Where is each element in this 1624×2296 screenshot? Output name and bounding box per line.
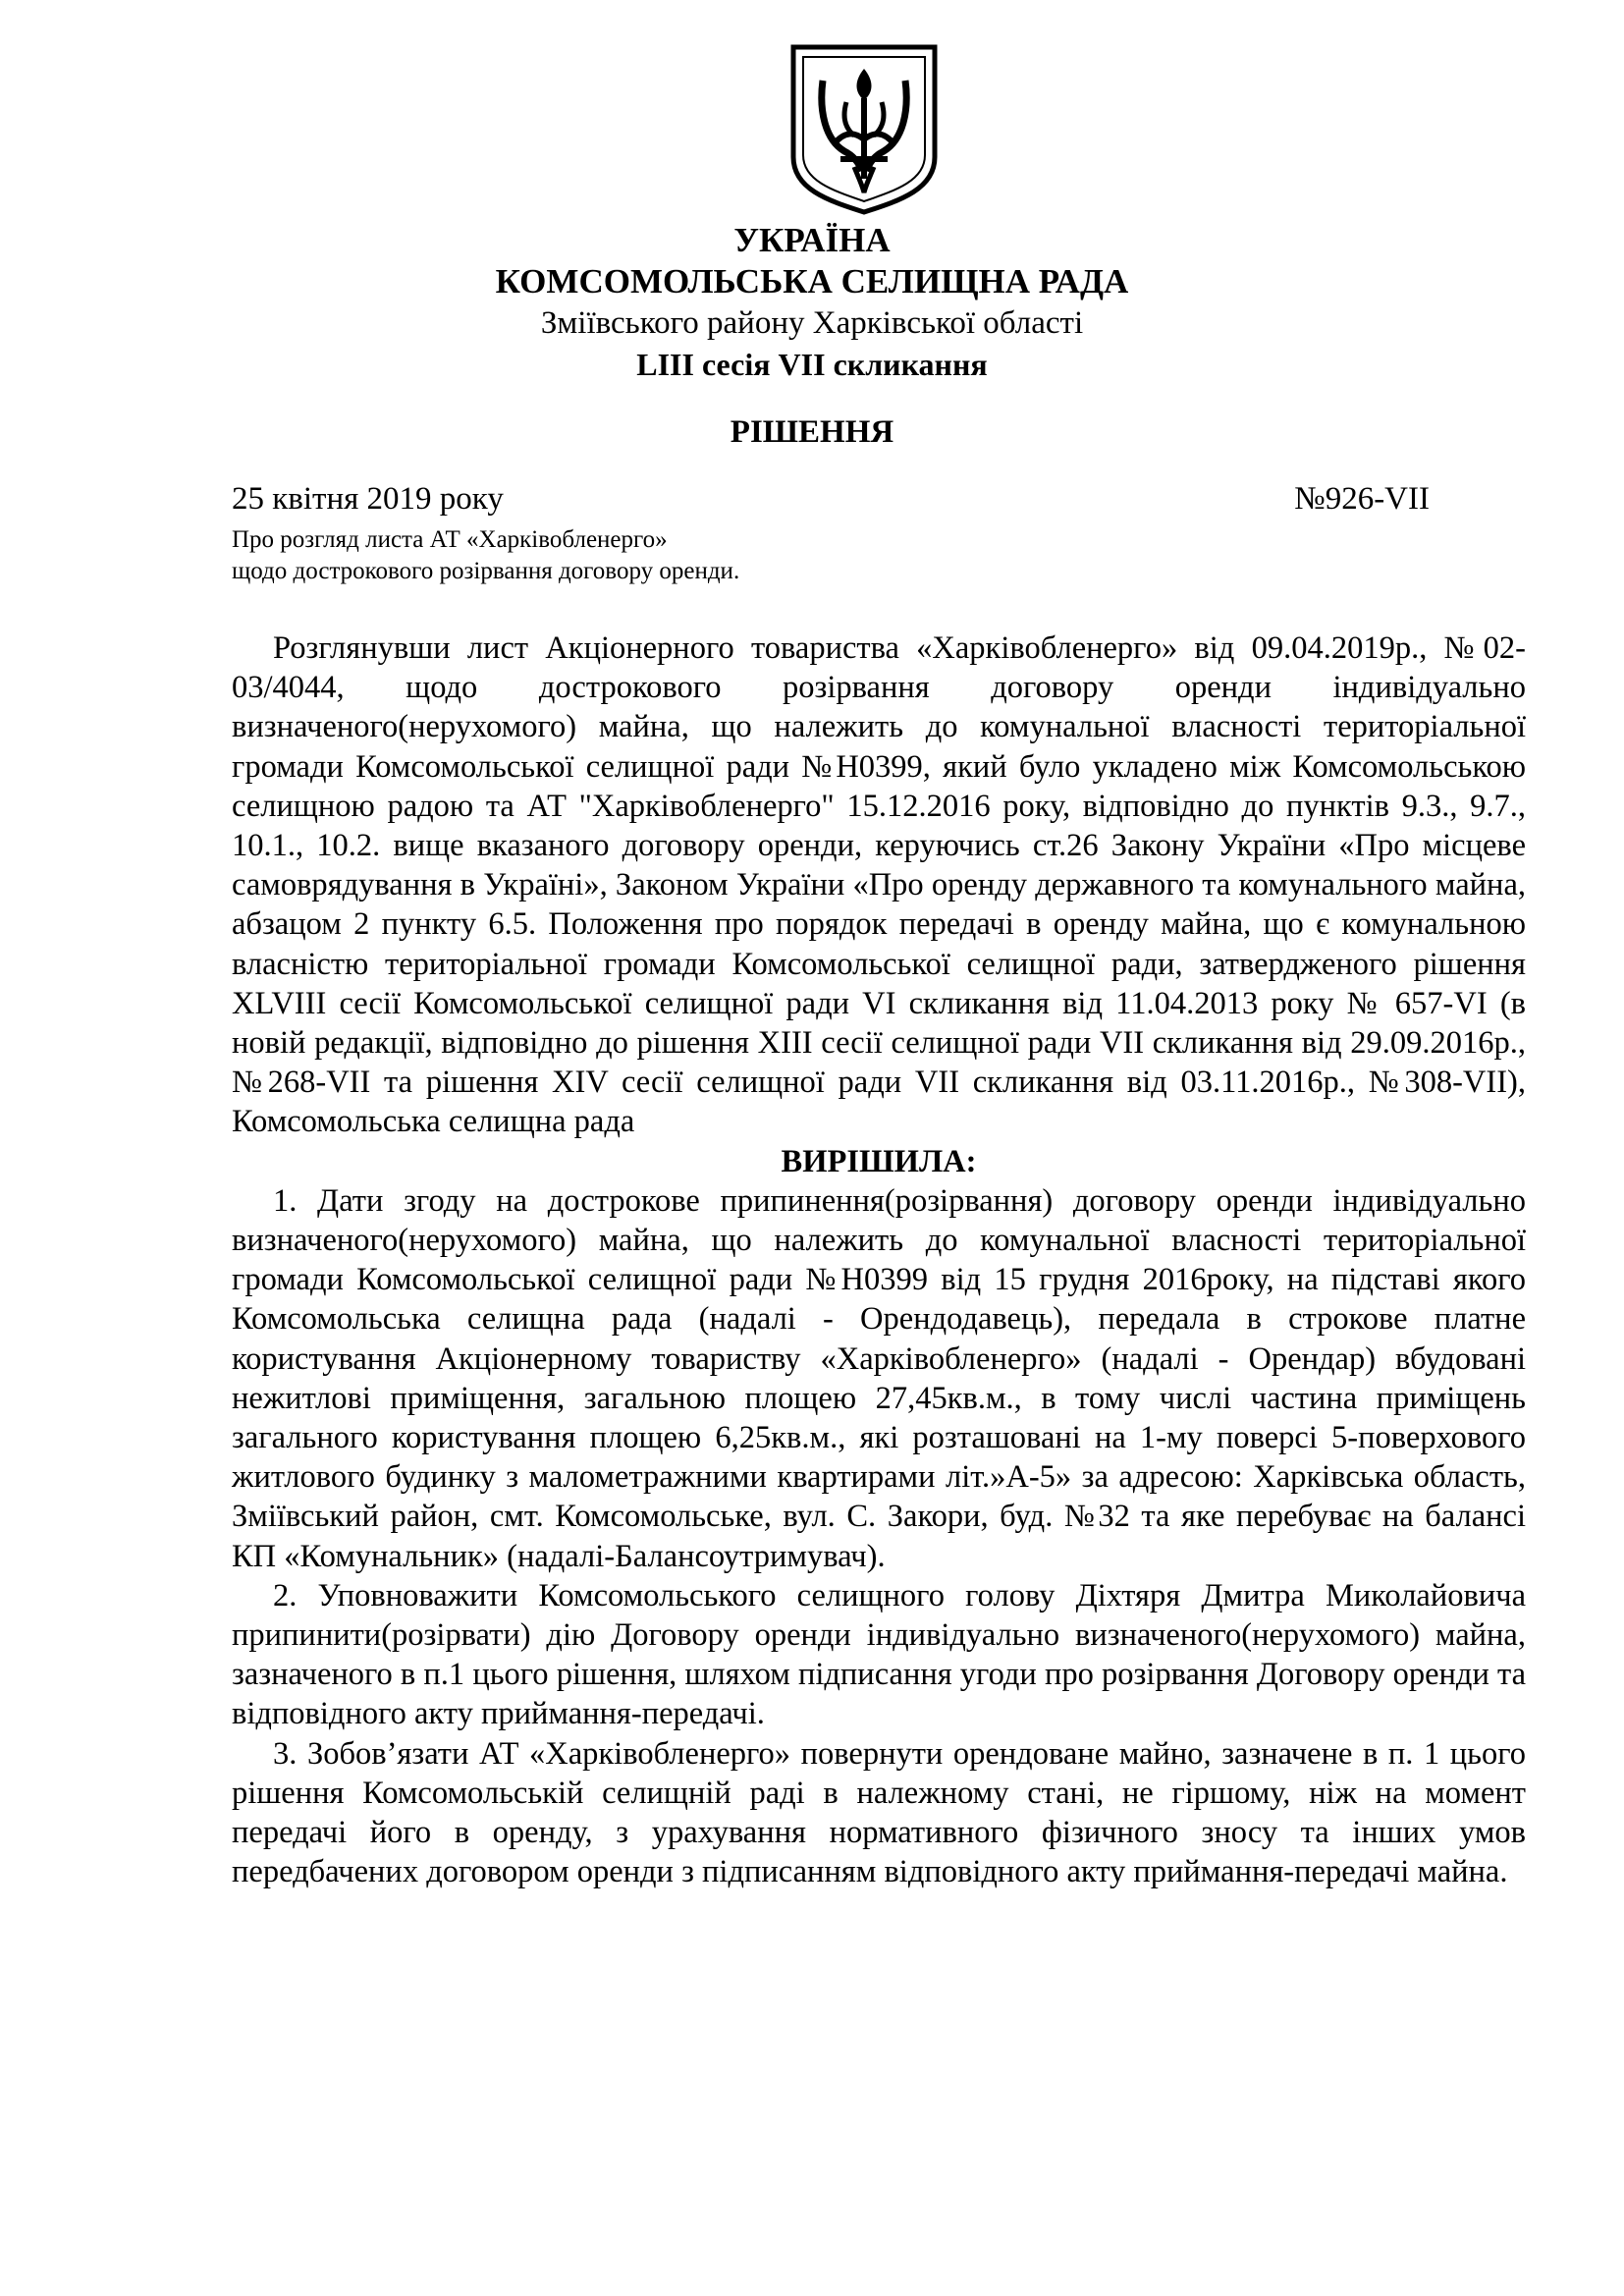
resolution-item-3: 3. Зобов’язати АТ «Харківобленерго» повернути орендоване майно, зазначене в п. 1 цього рішення Комсомольській селищній раді в належному стані, не гіршому, ніж на момент передачі його в оренду, з урахування нормативного фізичного зносу та інших умов передбачених договором оренди з підписанням відповідного акту приймання-передачі майна. <box>232 1735 1526 1890</box>
council-heading: КОМСОМОЛЬСЬКА СЕЛИЩНА РАДА <box>495 262 1129 301</box>
decision-title: РІШЕННЯ <box>730 414 894 450</box>
district-subheading: Зміївського району Харківської області <box>540 305 1084 341</box>
decision-number: №926-VII <box>1294 481 1430 517</box>
decision-body <box>232 629 1526 1892</box>
session-heading: LIII сесія VII скликання <box>636 347 988 382</box>
country-heading: УКРАЇНА <box>733 221 891 259</box>
decision-date: 25 квітня 2019 року <box>232 481 504 517</box>
subject-line-2: щодо дострокового розірвання договору оренди. <box>232 558 740 584</box>
subject-line-1: Про розгляд листа АТ «Харківобленерго» <box>232 526 668 553</box>
resolution-item-1: 1. Дати згоду на дострокове припинення(розірвання) договору оренди індивідуально визначеного(нерухомого) майна, що належить до комунальної власності територіальної громади Комсомольської селищної ради №Н0399 від 15 грудня 2016року, на підставі якого Комсомольська селищна рада (надалі - Орендодавець), передала в строкове платне користування Акціонерному товариству «Харківобленерго» (надалі - Орендар) вбудовані нежитлові приміщення, загальною площею 27,45кв.м., в тому числі частина приміщень загального користування площею 6,25кв.м., які розташовані на 1-му поверсі 5-поверхового житлового будинку з малометражними квартирами літ.»А-5» за адресою: Харківська область, Зміївський район, смт. Комсомольське, вул. С. Закори, буд. №32 та яке перебуває на балансі КП «Комунальник» (надалі-Балансоутримувач). <box>232 1182 1526 1574</box>
decision-subject <box>232 524 919 587</box>
resolved-heading: ВИРІШИЛА: <box>781 1143 977 1179</box>
resolution-item-2: 2. Уповноважити Комсомольського селищного голову Діхтяря Дмитра Миколайовича припинити(розірвати) дію Договору оренди індивідуально визначеного(нерухомого) майна, зазначеного в п.1 цього рішення, шляхом підписання угоди про розірвання Договору оренди та відповідного акту приймання-передачі. <box>232 1577 1526 1732</box>
preamble-paragraph: Розглянувши лист Акціонерного товариства «Харківобленерго» від 09.04.2019р., №02-03/4044, щодо дострокового розірвання договору оренди індивідуально визначеного(нерухомого) майна, що належить до комунальної власності територіальної громади Комсомольської селищної ради №Н0399, який було укладено між Комсомольською селищною радою та АТ "Харківобленерго" 15.12.2016 року, відповідно до пунктів 9.3., 9.7., 10.1., 10.2. вище вказаного договору оренди, керуючись ст.26 Закону України «Про місцеве самоврядування в Україні», Законом України «Про оренду державного та комунального майна, абзацом 2 пункту 6.5. Положення про порядок передачі в оренду майна, що є комунальною власністю територіальної громади Комсомольської селищної ради, затвердженого рішення XLVIII сесії Комсомольської селищної ради VI скликання від 11.04.2013 року № 657-VI (в новій редакції, відповідно до рішення XIII сесії селищної ради VII скликання від 29.09.2016р., №268-VII та рішення XIV сесії селищної ради VII скликання від 03.11.2016р., №308-VII), Комсомольська селищна рада <box>232 630 1526 1140</box>
coat-of-arms-icon <box>785 41 943 216</box>
